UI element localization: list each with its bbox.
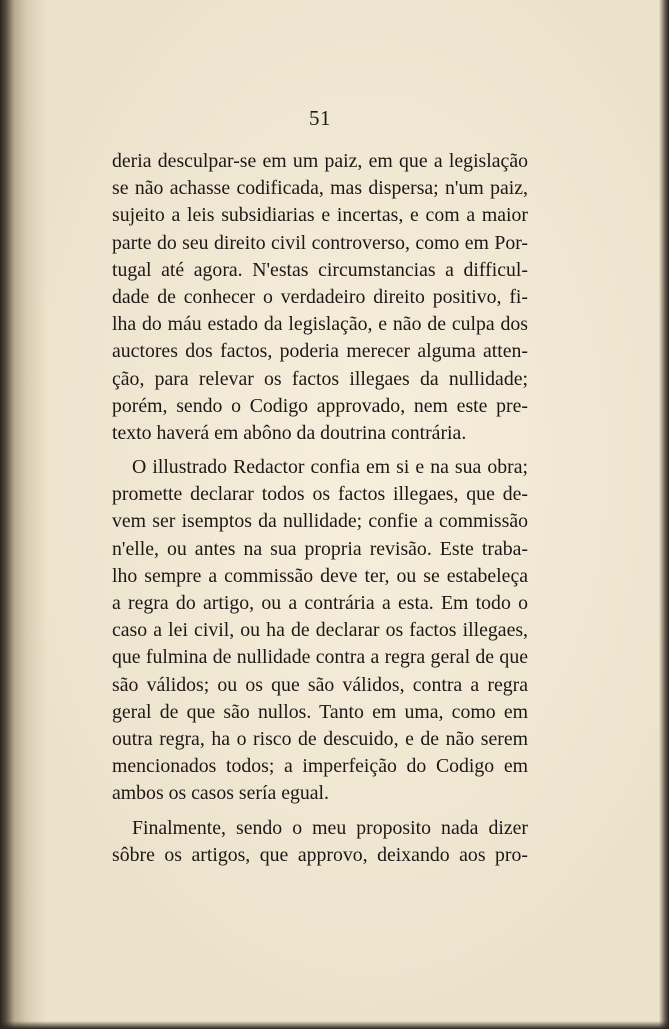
page-right-edge (659, 0, 669, 1029)
text-line: outra regra, ha o risco de descuido, e de não serem (112, 727, 528, 750)
paragraph (112, 454, 528, 807)
paragraph-gap (112, 447, 528, 454)
text-line: a regra do artigo, ou a contrária a esta. Em todo o (112, 592, 528, 614)
book-gutter (0, 0, 48, 1029)
text-line: sujeito a leis subsidiarias e incertas, e com a maior (112, 204, 528, 227)
text-line: promette declarar todos os factos illegaes, que de- (112, 483, 528, 506)
body-text (112, 148, 528, 869)
text-line: se não achasse codificada, mas dispersa; n'um paiz, (112, 177, 528, 200)
text-line: auctores dos factos, poderia merecer alguma atten- (112, 340, 528, 363)
text-line: parte do seu direito civil controverso, como em Por- (112, 231, 528, 254)
text-line: lho sempre a commissão deve ter, ou se estabeleça (112, 564, 528, 587)
text-line: n'elle, ou antes na sua propria revisão. Este traba- (112, 537, 528, 560)
text-line: dade de conhecer o verdadeiro direito positivo, fi- (112, 285, 528, 308)
text-line: mencionados todos; a imperfeição do Codigo em (112, 755, 528, 778)
text-line: O illustrado Redactor confia em si e na sua obra; (132, 456, 528, 479)
text-line: ção, para relevar os factos illegaes da nullidade; (112, 367, 528, 390)
text-line: caso a lei civil, ou ha de declarar os factos illegaes, (112, 619, 528, 642)
text-line: geral de que são nullos. Tanto em uma, como em (112, 700, 528, 723)
text-line: vem ser isemptos da nullidade; confie a commissão (112, 510, 528, 533)
text-line: tugal até agora. N'estas circumstancias a difficul- (112, 258, 528, 281)
paragraph (112, 815, 528, 869)
text-line: Finalmente, sendo o meu proposito nada dizer (132, 816, 528, 839)
page-bottom-edge (0, 1021, 669, 1029)
text-line: sôbre os artigos, que approvo, deixando aos pro- (112, 843, 528, 866)
text-line: ambos os casos sería egual. (112, 782, 329, 805)
text-line: lha do máu estado da legislação, e não de culpa dos (112, 313, 528, 336)
text-line: deria desculpar-se em um paiz, em que a legislação (112, 150, 528, 172)
text-line: são válidos; ou os que são válidos, contra a regra (112, 673, 528, 696)
text-line: texto haverá em abôno da doutrina contrária. (112, 421, 467, 444)
text-line: que fulmina de nullidade contra a regra geral de que (112, 646, 528, 669)
page-number: 51 (309, 106, 331, 130)
paragraph-gap (112, 808, 528, 815)
paragraph (112, 148, 528, 447)
text-line: porém, sendo o Codigo approvado, nem este pre- (112, 394, 528, 417)
